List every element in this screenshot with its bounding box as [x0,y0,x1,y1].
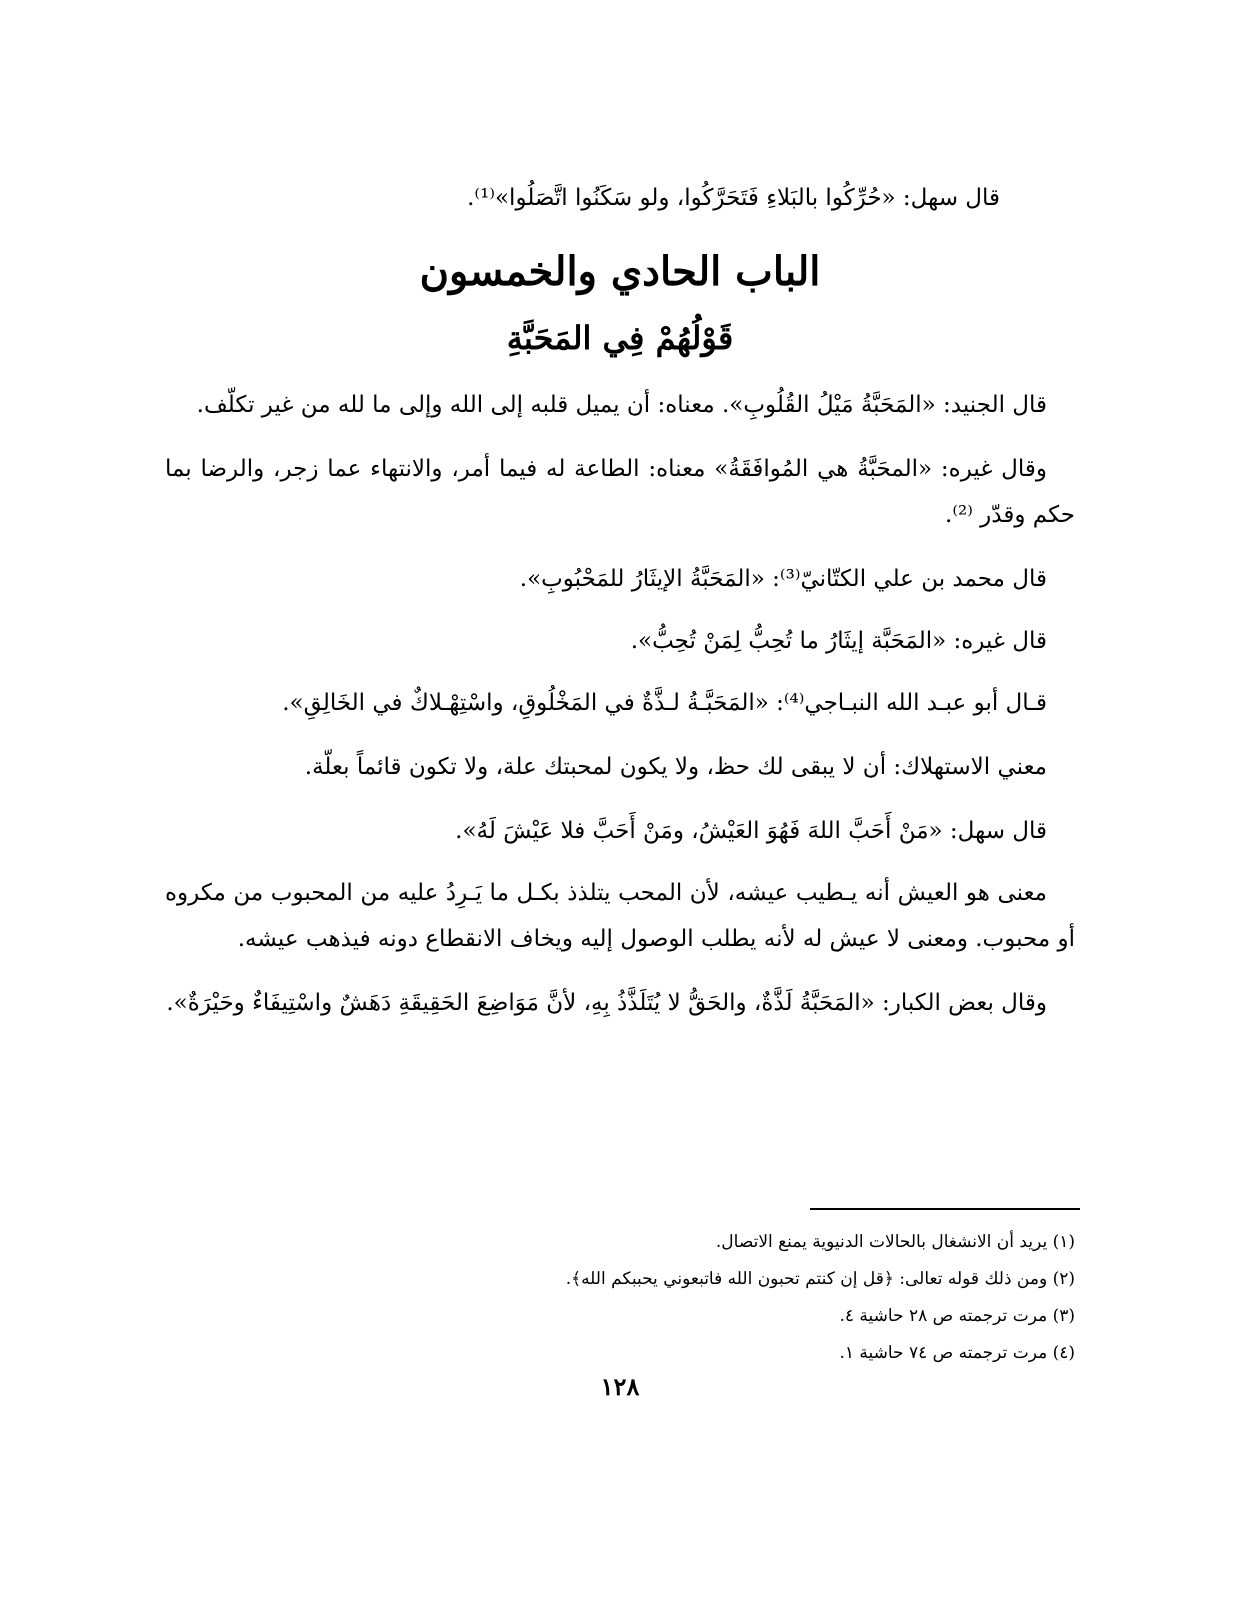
paragraph: قال الجنيد: «المَحَبَّةُ مَيْلُ القُلُوبِ». معناه: أن يميل قلبه إلى الله وإلى ما لله من غير تكلّف. [196,392,1047,418]
footnote: (٢) ومن ذلك قوله تعالى: ﴿قل إن كنتم تحبون الله فاتبعوني يحببكم الله﴾. [565,1269,1075,1289]
paragraph: قال غيره: «المَحَبَّة إيثَارُ ما تُحِبُّ لِمَنْ تُحِبُّ». [630,628,1047,654]
paragraph: قال محمد بن علي الكتّانيّ⁽³⁾: «المَحَبَّةُ الإيثَارُ للمَحْبُوبِ». [519,566,1047,592]
body-text [165,382,1075,1044]
chapter-subtitle: قَوْلُهُمْ فِي المَحَبَّةِ [506,319,734,357]
footnote: (١) يريد أن الانشغال بالحالات الدنيوية يمنع الاتصال. [715,1232,1075,1252]
paragraph: معنى هو العيش أنه يـطيب عيشه، لأن المحب يتلذذ بكـل ما يَـرِدُ عليه من المحبوب من مكروه أو محبوب. ومعنى لا عيش له لأنه يطلب الوصول إليه ويخاف الانقطاع دونه فيذهب عيشه. [165,880,1075,952]
paragraph: قـال أبو عبـد الله النبـاجي⁽⁴⁾: «المَحَبَّـةُ لـذَّةٌ في المَخْلُوقِ، واسْتِهْـلاكٌ في الخَالِقِ». [282,690,1047,716]
page-number: ١٢٨ [600,1372,640,1401]
footnotes [165,1224,1075,1372]
chapter-title: الباب الحادي والخمسون [419,248,821,295]
paragraph: قال سهل: «مَنْ أَحَبَّ اللهَ فَهُوَ العَيْشُ، ومَنْ أَحَبَّ فلا عَيْشَ لَهُ». [455,818,1047,844]
footnote: (٤) مرت ترجمته ص ٧٤ حاشية ١. [839,1343,1075,1363]
footnote: (٣) مرت ترجمته ص ٢٨ حاشية ٤. [839,1306,1075,1326]
footnote-divider [810,1208,1080,1210]
paragraph: وقال غيره: «المحَبَّةُ هي المُوافَقَةُ» معناه: الطاعة له فيما أمر، والانتهاء عما زجر، والرضا بما حكم وقدّر ⁽²⁾. [165,456,1075,528]
paragraph: معني الاستهلاك: أن لا يبقى لك حظ، ولا يكون لمحبتك علة، ولا تكون قائماً بعلّة. [304,754,1047,780]
intro-line: قال سهل: «حُرِّكُوا بالبَلاءِ فَتَحَرَّكُوا، ولو سَكَنُوا اتَّصَلُوا»⁽¹⁾. [467,185,1000,211]
paragraph: وقال بعض الكبار: «المَحَبَّةُ لَذَّةٌ، والحَقُّ لا يُتَلَذَّذُ بِهِ، لأنَّ مَوَاضِعَ الحَقِيقَةِ دَهَشٌ واسْتِيفَاءٌ وحَيْرَةٌ». [166,990,1047,1016]
